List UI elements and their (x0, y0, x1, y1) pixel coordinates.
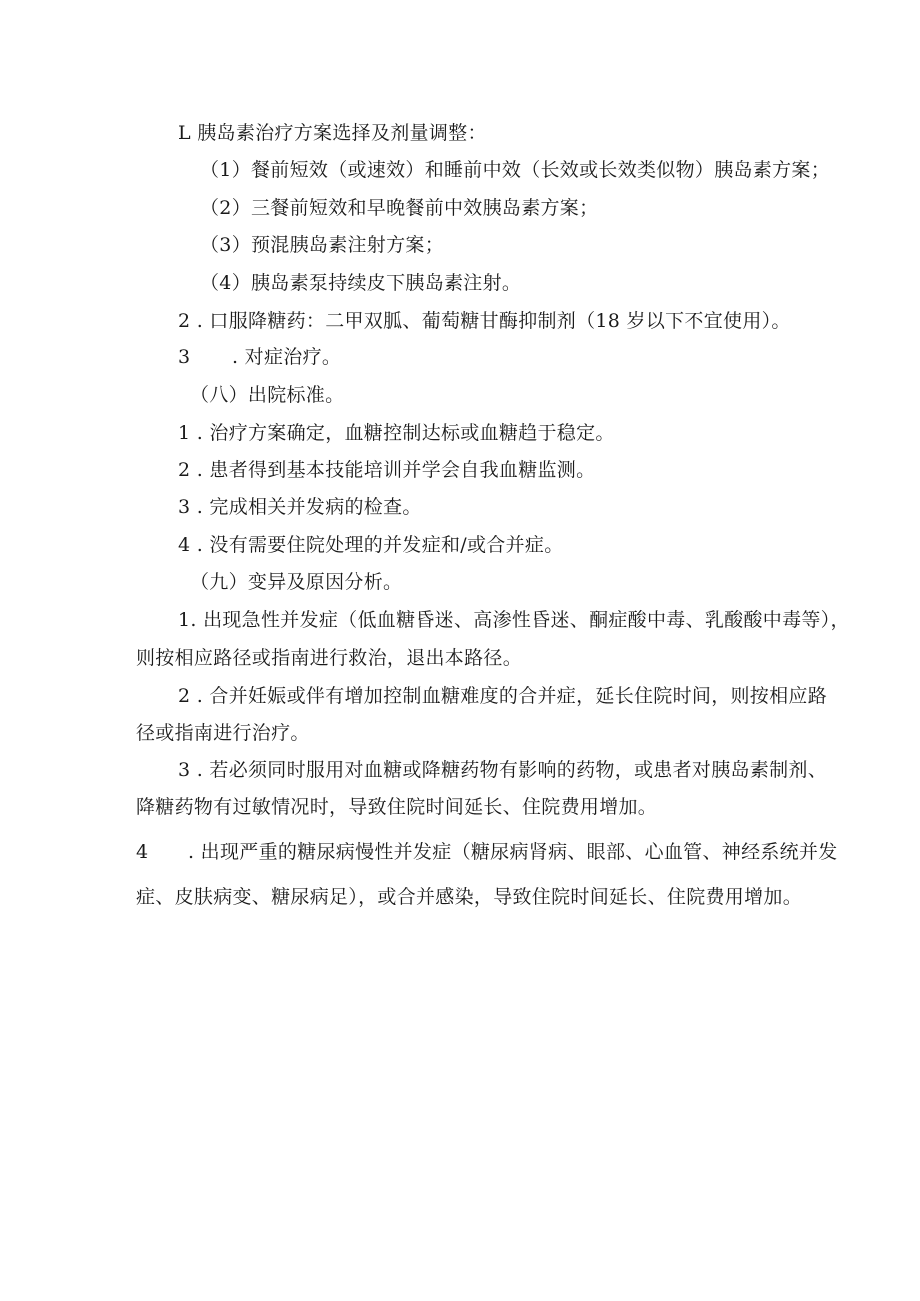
symptomatic-number: 3 (178, 346, 191, 368)
variation-heading: （九）变异及原因分析。 (190, 571, 403, 593)
insulin-option-1: （1）餐前短效（或速效）和睡前中效（长效或长效类似物）胰岛素方案； (200, 159, 830, 181)
variation-item-2-line-1: 2 . 合并妊娠或伴有增加控制血糖难度的合并症，延长住院时间，则按相应路 (178, 685, 828, 707)
variation-item-4-line-2: 症、皮肤病变、糖尿病足），或合并感染，导致住院时间延长、住院费用增加。 (136, 886, 803, 908)
oral-drugs-item: 2 . 口服降糖药：二甲双胍、葡萄糖甘酶抑制剂（18 岁以下不宜使用）。 (178, 310, 791, 332)
discharge-item-1: 1 . 治疗方案确定，血糖控制达标或血糖趋于稳定。 (178, 422, 615, 444)
variation-item-1-line-2: 则按相应路径或指南进行救治，退出本路径。 (136, 647, 523, 669)
variation-item-2-line-2: 径或指南进行治疗。 (136, 722, 310, 744)
insulin-option-3: （3）预混胰岛素注射方案； (200, 234, 444, 256)
variation-item-1-line-1: 1. 出现急性并发症（低血糖昏迷、高渗性昏迷、酮症酸中毒、乳酸酸中毒等）， (178, 609, 850, 631)
variation-item-3-line-2: 降糖药物有过敏情况时，导致住院时间延长、住院费用增加。 (136, 796, 658, 818)
discharge-item-4: 4 . 没有需要住院处理的并发症和/或合并症。 (178, 534, 564, 556)
discharge-item-2: 2 . 患者得到基本技能培训并学会自我血糖监测。 (178, 459, 596, 481)
insulin-option-2: （2）三餐前短效和早晚餐前中效胰岛素方案； (200, 197, 599, 219)
variation-item-3-line-1: 3 . 若必须同时服用对血糖或降糖药物有影响的药物，或患者对胰岛素制剂、 (178, 759, 828, 781)
discharge-item-3: 3 . 完成相关并发病的检查。 (178, 496, 422, 518)
discharge-heading: （八）出院标准。 (190, 384, 345, 406)
symptomatic-text: . 对症治疗。 (232, 346, 342, 368)
variation-item-4-line-1: . 出现严重的糖尿病慢性并发症（糖尿病肾病、眼部、心血管、神经系统并发 (188, 841, 838, 863)
insulin-plan-heading: L 胰岛素治疗方案选择及剂量调整： (178, 122, 487, 144)
variation-item-4-number: 4 (136, 841, 149, 863)
insulin-option-4: （4）胰岛素泵持续皮下胰岛素注射。 (200, 272, 522, 294)
